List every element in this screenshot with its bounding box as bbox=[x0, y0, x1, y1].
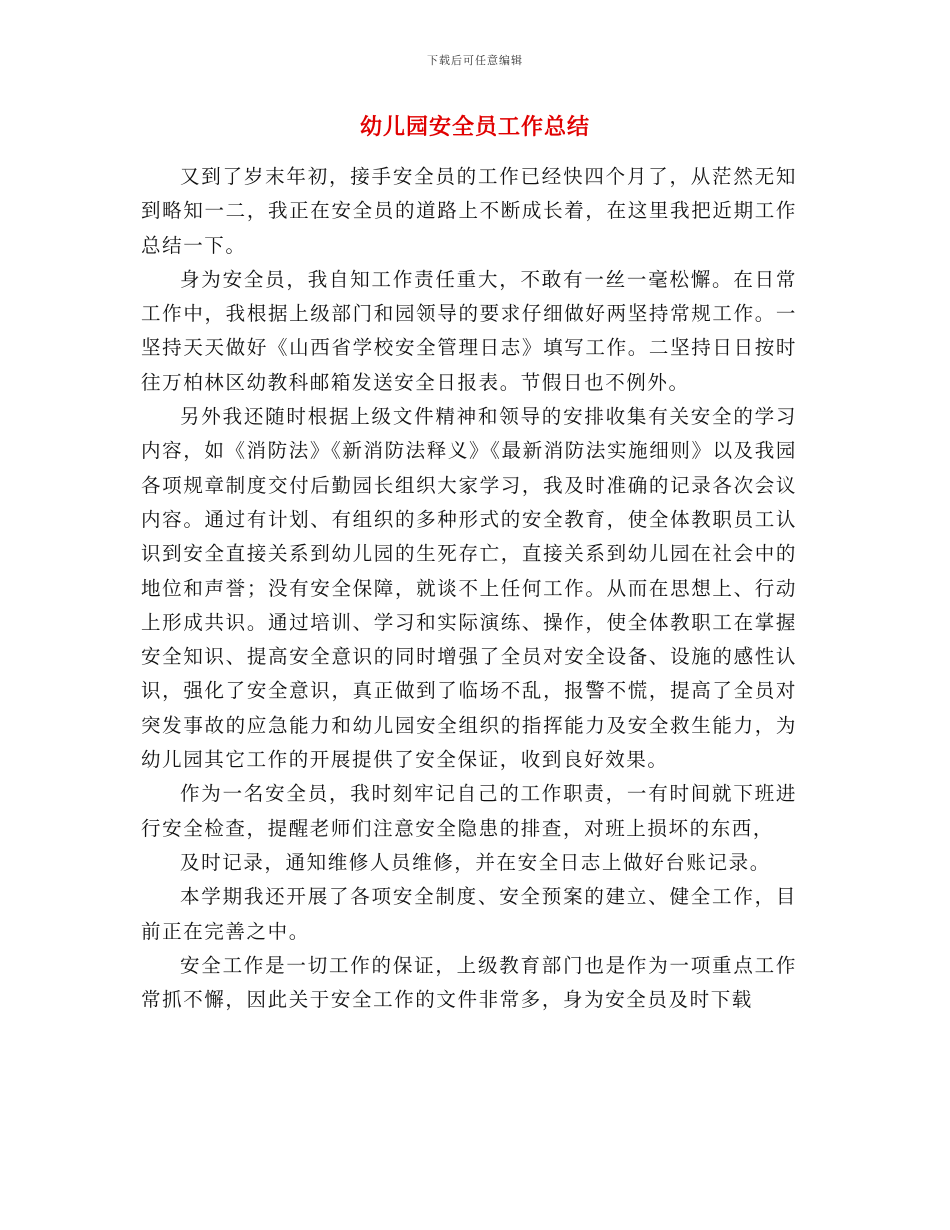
paragraph: 身为安全员，我自知工作责任重大，不敢有一丝一毫松懈。在日常工作中，我根据上级部门和园领导的要求仔细做好两坚持常规工作。一坚持天天做好《山西省学校安全管理日志》填写工作。二坚持日日按时往万柏林区幼教科邮箱发送安全日报表。节假日也不例外。 bbox=[141, 267, 797, 394]
paragraph: 作为一名安全员，我时刻牢记自己的工作职责，一有时间就下班进行安全检查，提醒老师们注意安全隐患的排查，对班上损坏的东西， bbox=[141, 782, 797, 840]
document-title: 幼儿园安全员工作总结 bbox=[359, 115, 590, 140]
paragraph: 及时记录，通知维修人员维修，并在安全日志上做好台账记录。 bbox=[180, 850, 771, 874]
paragraph: 安全工作是一切工作的保证，上级教育部门也是作为一项重点工作常抓不懈，因此关于安全工作的文件非常多，身为安全员及时下载 bbox=[141, 953, 797, 1012]
paragraph: 又到了岁末年初，接手安全员的工作已经快四个月了，从茫然无知到略知一二，我正在安全员的道路上不断成长着，在这里我把近期工作总结一下。 bbox=[141, 165, 797, 257]
paragraph: 本学期我还开展了各项安全制度、安全预案的建立、健全工作，目前正在完善之中。 bbox=[141, 885, 797, 943]
document-body bbox=[141, 160, 797, 1017]
header-note: 下载后可任意编辑 bbox=[427, 54, 523, 67]
paragraph: 另外我还随时根据上级文件精神和领导的安排收集有关安全的学习内容，如《消防法》《新消防法释义》《最新消防法实施细则》以及我园各项规章制度交付后勤园长组织大家学习，我及时准确的记录各次会议内容。通过有计划、有组织的多种形式的安全教育，使全体教职员工认识到安全直接关系到幼儿园的生死存亡，直接关系到幼儿园在社会中的地位和声誉；没有安全保障，就谈不上任何工作。从而在思想上、行动上形成共识。通过培训、学习和实际演练、操作，使全体教职工在掌握安全知识、提高安全意识的同时增强了全员对安全设备、设施的感性认识，强化了安全意识，真正做到了临场不乱，报警不慌，提高了全员对突发事故的应急能力和幼儿园安全组织的指挥能力及安全救生能力，为幼儿园其它工作的开展提供了安全保证，收到良好效果。 bbox=[141, 405, 797, 772]
